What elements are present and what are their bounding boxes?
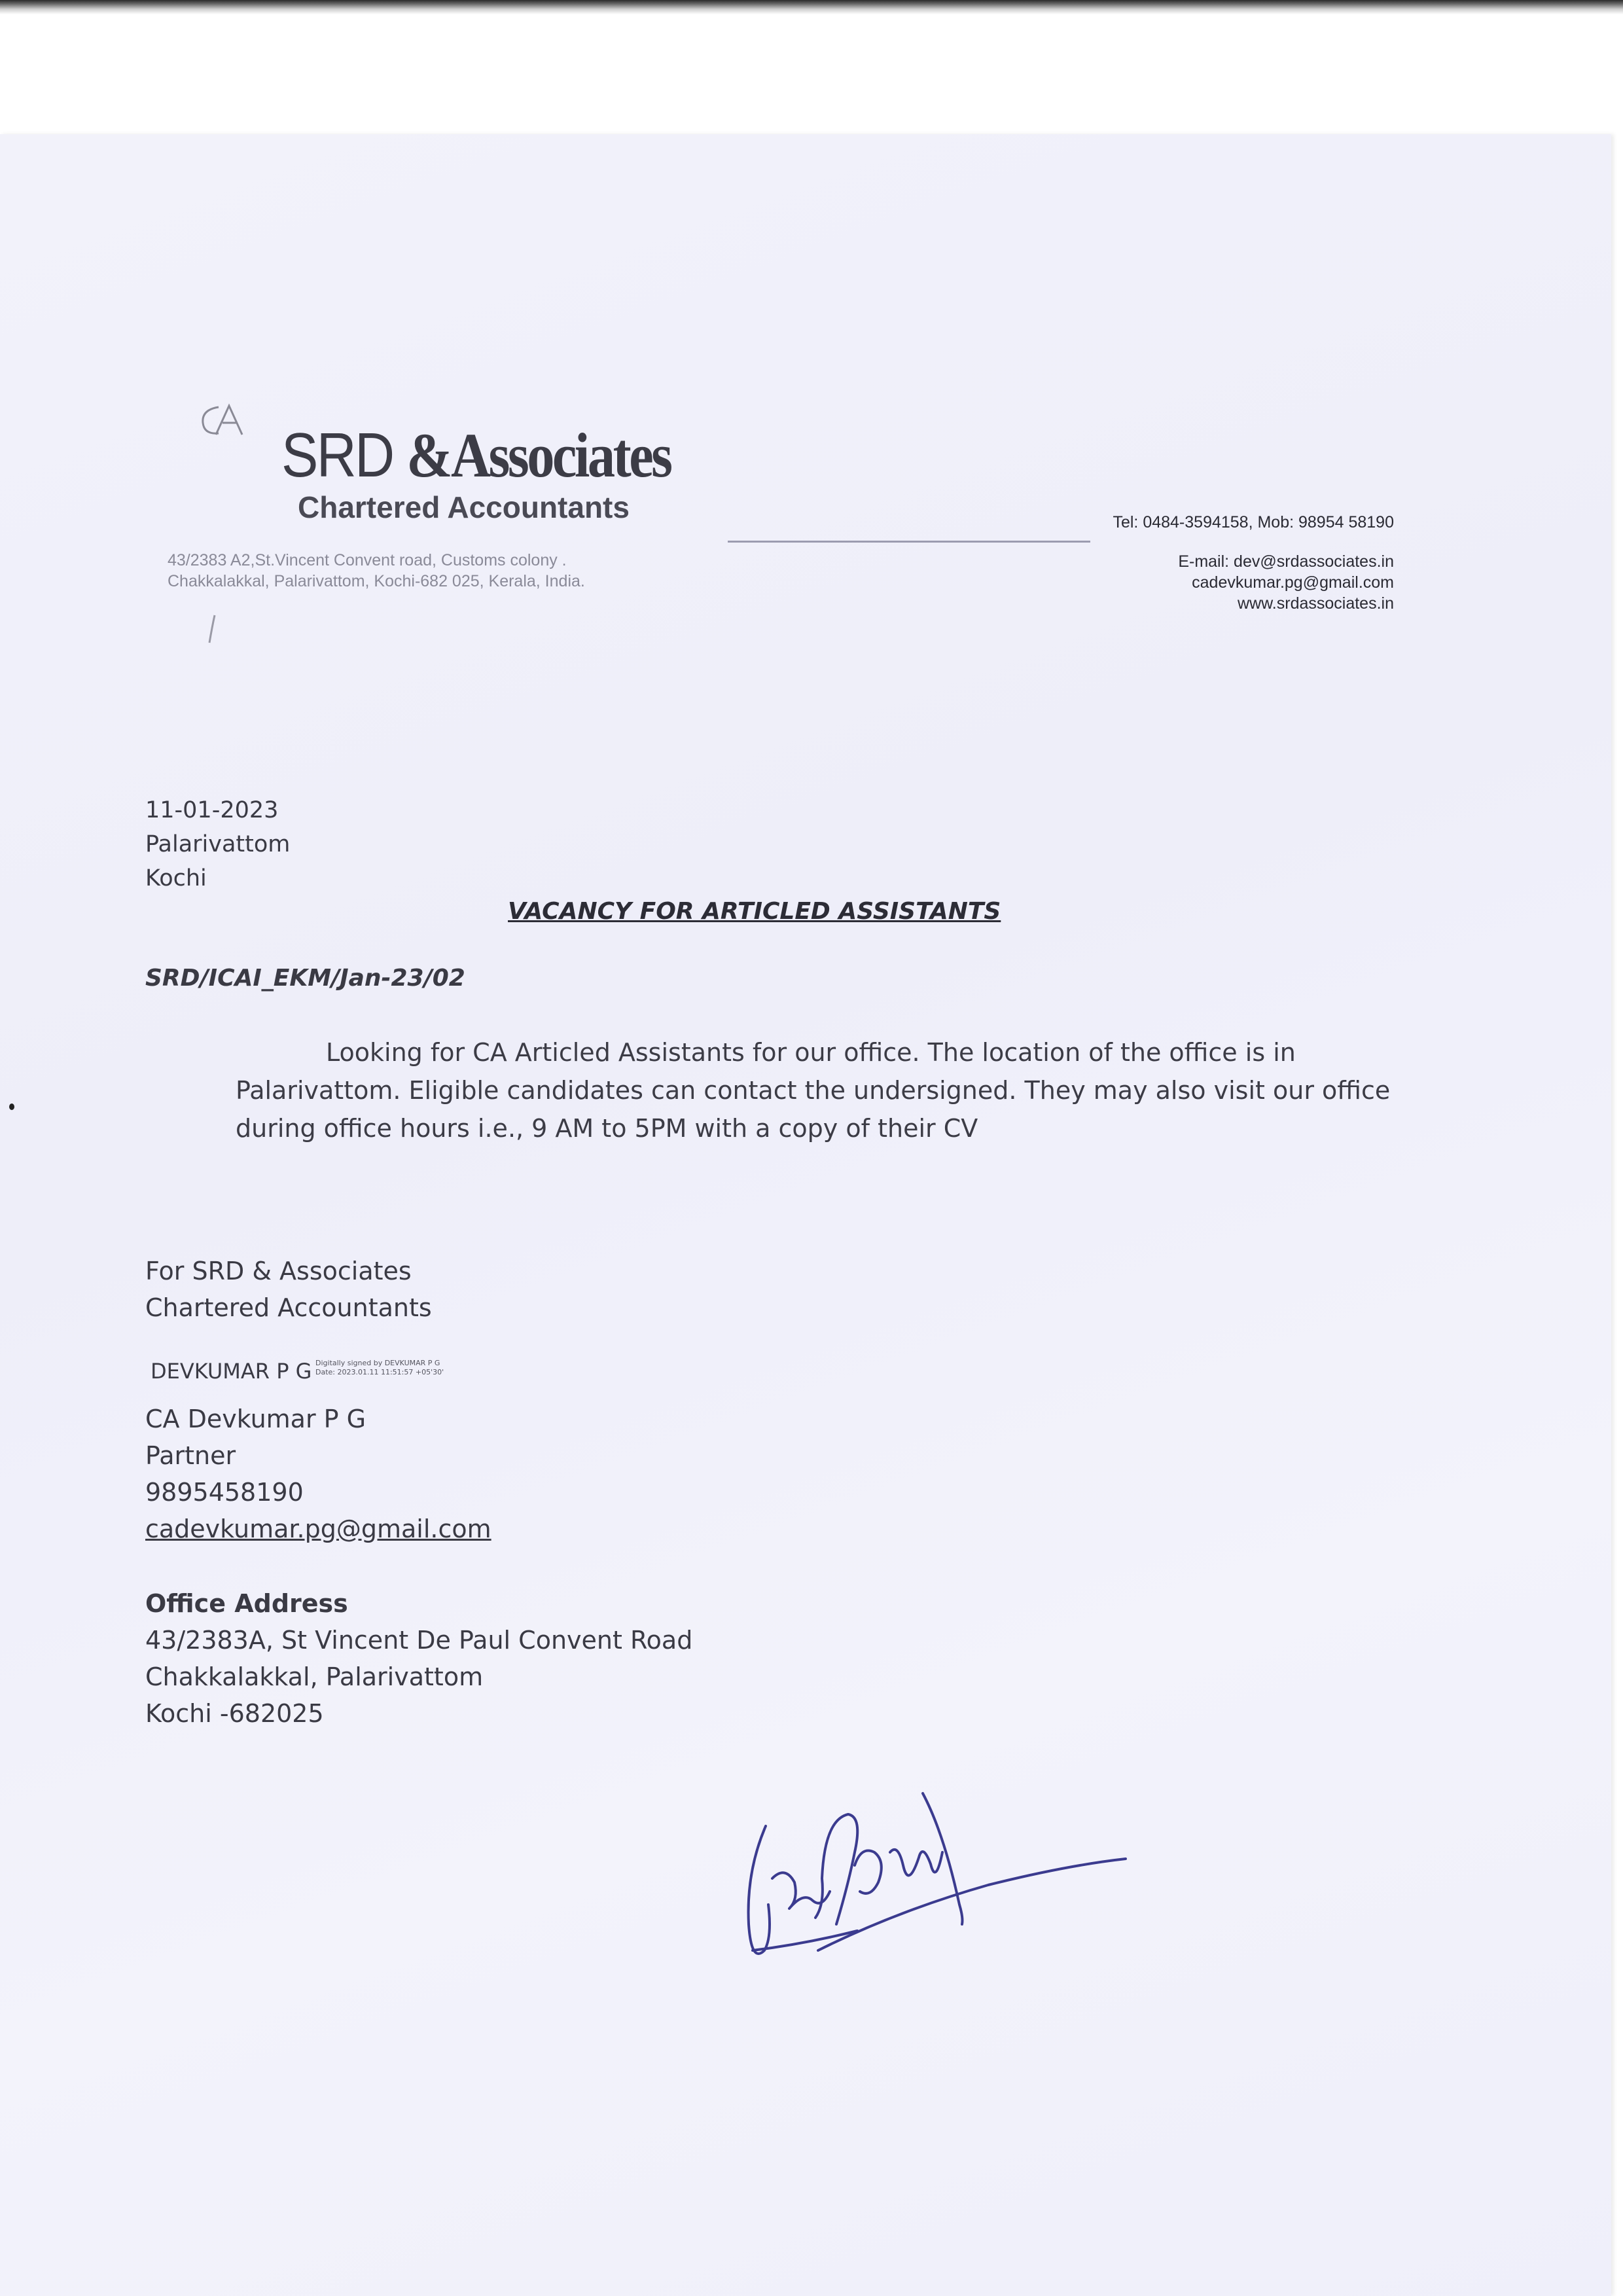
pen-mark-icon	[205, 613, 219, 645]
letter-reference: SRD/ICAI_EKM/Jan-23/02	[145, 965, 465, 992]
signoff-for-line: For SRD & Associates	[145, 1257, 412, 1285]
letter-place-2: Kochi	[145, 865, 207, 891]
office-address-line-2: Chakkalakkal, Palarivattom	[145, 1662, 484, 1691]
letterhead-website: www.srdassociates.in	[1238, 594, 1394, 613]
signoff-designation-line: Chartered Accountants	[145, 1293, 432, 1322]
paragraph-line-2: Palarivattom. Eligible candidates can contact the undersigned. They may also visit our office	[236, 1076, 1391, 1105]
digital-signature-date: Date: 2023.01.11 11:51:57 +05'30'	[315, 1368, 444, 1376]
letterhead-address-line-1: 43/2383 A2,St.Vincent Convent road, Customs colony .	[168, 551, 567, 569]
office-address-line-1: 43/2383A, St Vincent De Paul Convent Road	[145, 1626, 693, 1655]
letterhead-email: E-mail: dev@srdassociates.in	[1178, 552, 1394, 571]
letter-date: 11-01-2023	[145, 797, 279, 823]
signatory-email-link[interactable]: cadevkumar.pg@gmail.com	[145, 1515, 491, 1543]
scan-top-shadow	[0, 0, 1623, 14]
firm-name: SRD &Associates	[281, 420, 671, 490]
ca-logo-icon	[196, 401, 249, 440]
letter-title: VACANCY FOR ARTICLED ASSISTANTS	[508, 898, 1001, 925]
scan-speck	[9, 1103, 14, 1110]
office-address-heading: Office Address	[145, 1589, 348, 1618]
firm-subtitle: Chartered Accountants	[298, 490, 630, 524]
letterhead-email-alt: cadevkumar.pg@gmail.com	[1192, 573, 1394, 592]
signatory-role: Partner	[145, 1441, 236, 1470]
handwritten-signature-icon	[726, 1754, 1145, 1977]
paragraph-line-3: during office hours i.e., 9 AM to 5PM with a copy of their CV	[236, 1114, 978, 1143]
office-address-line-3: Kochi -682025	[145, 1699, 324, 1728]
letterhead-address-line-2: Chakkalakkal, Palarivattom, Kochi-682 025, Kerala, India.	[168, 572, 585, 590]
letterhead-divider	[728, 541, 1090, 543]
letterhead-tel: Tel: 0484-3594158, Mob: 98954 58190	[1113, 513, 1394, 531]
signatory-phone: 9895458190	[145, 1478, 304, 1507]
digital-signature-name: DEVKUMAR P G	[151, 1359, 312, 1384]
paragraph-line-1: Looking for CA Articled Assistants for our office. The location of the office is in	[326, 1038, 1296, 1067]
digital-signature-signed-by: Digitally signed by DEVKUMAR P G	[315, 1359, 440, 1367]
signatory-name: CA Devkumar P G	[145, 1405, 366, 1433]
letter-place-1: Palarivattom	[145, 831, 291, 857]
